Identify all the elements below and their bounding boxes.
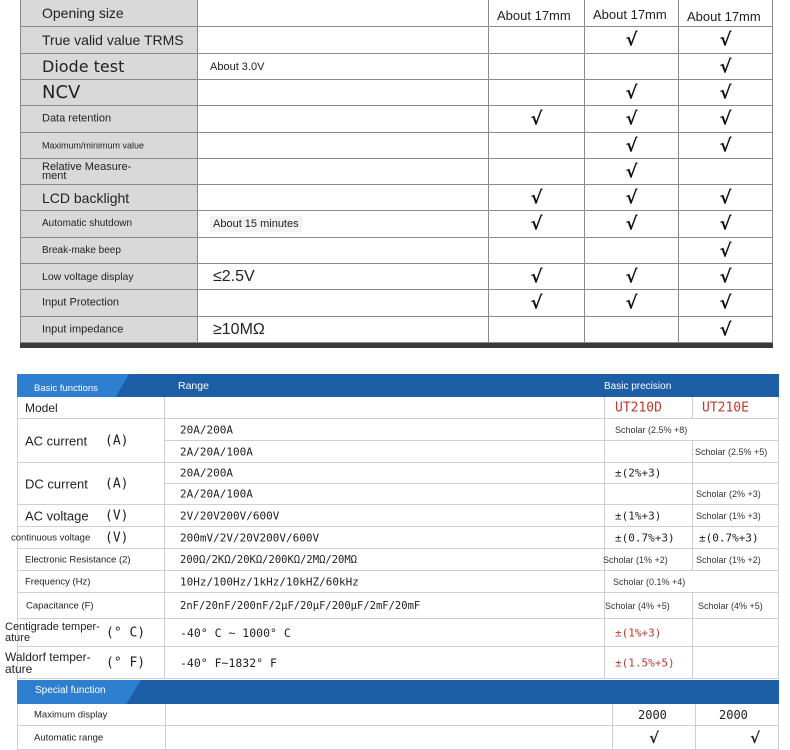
range-value: 2A/20A/100A (180, 445, 253, 458)
check-mark: √ (719, 213, 732, 235)
table-row (20, 133, 773, 159)
precision-value: ±(2%+3) (615, 466, 662, 480)
check-mark: √ (530, 213, 543, 235)
precision-value: ±(1.5%+5) (615, 656, 675, 669)
max-display-d: 2000 (638, 707, 667, 722)
check-mark: √ (719, 56, 732, 77)
basic-functions-header (17, 374, 779, 397)
range-value: 2A/20A/100A (180, 487, 253, 501)
range-value: 2nF/20nF/200nF/2μF/20μF/200μF/2mF/20mF (180, 599, 421, 612)
check-mark: √ (649, 728, 660, 747)
dc-voltage-unit: (V) (105, 530, 129, 545)
basic-functions-title: Basic functions (34, 383, 98, 394)
dc-voltage-label-cell (11, 527, 165, 549)
table-row (20, 290, 773, 317)
table-row (20, 159, 773, 185)
table-row (20, 54, 773, 80)
precision-value: Scholar (1% +2) (696, 554, 761, 565)
fahrenheit-unit: (° F) (106, 655, 146, 670)
fahrenheit-label: Waldorf temper- ature (5, 649, 91, 676)
resistance-label-cell (17, 549, 165, 571)
row-label: Automatic shutdown (42, 218, 133, 229)
fahrenheit-label-cell (5, 647, 165, 679)
ac-voltage-label-cell (17, 505, 165, 527)
range-value: 200mV/2V/20V200V/600V (180, 531, 320, 544)
opening-size-value: About 17mm (497, 8, 571, 23)
check-mark: √ (625, 135, 638, 156)
range-value: 20A/200A (180, 466, 233, 480)
table-bottom-rule (20, 343, 773, 348)
row-label: Low voltage display (42, 270, 134, 283)
resistance-label: Electronic Resistance (2) (25, 554, 131, 565)
ac-current-label-cell (17, 419, 165, 463)
range-value: 20A/200A (180, 423, 233, 436)
ac-voltage-label: AC voltage (25, 508, 89, 523)
range-value: About 3.0V (210, 60, 265, 73)
check-mark: √ (719, 82, 732, 103)
dc-current-unit: (A) (105, 476, 129, 491)
model-d-cell (605, 397, 693, 419)
check-mark: √ (625, 29, 638, 51)
table-row (20, 211, 773, 238)
table-row (20, 264, 773, 290)
check-mark: √ (625, 108, 638, 130)
check-mark: √ (719, 240, 732, 261)
check-mark: √ (719, 29, 732, 51)
row-label: Maximum/minimum value (42, 140, 145, 150)
range-value: ≤2.5V (213, 267, 255, 285)
range-value: ≥10MΩ (213, 320, 265, 338)
special-function-title: Special function (35, 685, 106, 696)
feature-table (20, 0, 773, 346)
model-d: UT210D (615, 400, 662, 415)
precision-header: Basic precision (604, 381, 672, 392)
precision-value: Scholar (1% +3) (696, 510, 761, 521)
auto-range-label-cell (17, 726, 166, 750)
range-header: Range (178, 380, 209, 392)
capacitance-label: Capacitance (F) (26, 600, 94, 611)
check-mark: √ (719, 292, 732, 314)
dc-current-label-cell (17, 463, 165, 505)
check-mark: √ (625, 266, 638, 287)
range-value: 2V/20V200V/600V (180, 509, 280, 522)
ac-current-unit: (A) (105, 433, 129, 448)
dc-current-label: DC current (25, 476, 88, 491)
special-function-header (17, 680, 779, 704)
precision-value: ±(1%+3) (615, 626, 662, 639)
ac-voltage-unit: (V) (105, 508, 129, 523)
check-mark: √ (625, 187, 638, 208)
row-label: Diode test (42, 56, 125, 76)
max-display-label-cell (17, 704, 166, 726)
celsius-label-cell (5, 619, 165, 647)
table-row (20, 0, 773, 27)
table-row (20, 80, 773, 106)
model-label: Model (25, 400, 58, 415)
range-value: -40° F~1832° F (180, 655, 277, 670)
model-label-cell (17, 397, 165, 419)
celsius-unit: (° C) (106, 625, 146, 640)
ac-current-label: AC current (25, 433, 88, 448)
range-value: 10Hz/100Hz/1kHz/10kHZ/60kHz (180, 575, 359, 588)
frequency-label: Frequency (Hz) (25, 576, 91, 587)
spec-table (5, 397, 779, 679)
opening-size-value: About 17mm (593, 7, 667, 22)
row-label: Input Protection (42, 296, 120, 309)
row-label: Break-make beep (42, 244, 121, 256)
auto-range-label: Automatic range (34, 732, 104, 743)
row-label: Input impedance (42, 323, 124, 335)
check-mark: √ (719, 319, 732, 340)
check-mark: √ (625, 292, 638, 314)
range-value: -40° C ~ 1000° C (180, 625, 291, 640)
row-label: Relative Measure- ment (42, 160, 132, 182)
row-label: NCV (42, 81, 81, 103)
precision-value: Scholar (4% +5) (605, 600, 670, 611)
check-mark: √ (719, 266, 732, 287)
row-label: LCD backlight (42, 189, 130, 206)
precision-value: ±(1%+3) (615, 509, 662, 522)
check-mark: √ (530, 266, 543, 287)
table-row (20, 238, 773, 264)
table-row (20, 106, 773, 133)
frequency-label-cell (17, 571, 165, 593)
check-mark: √ (719, 187, 732, 208)
range-value: 200Ω/2KΩ/20KΩ/200KΩ/2MΩ/20MΩ (180, 553, 358, 566)
range-value: About 15 minutes (210, 216, 302, 232)
check-mark: √ (625, 161, 638, 182)
dc-voltage-label: continuous voltage (11, 532, 91, 543)
precision-value: Scholar (2.5% +8) (615, 424, 688, 435)
table-row (20, 27, 773, 54)
precision-value: Scholar (2.5% +5) (695, 446, 768, 457)
table-row (20, 185, 773, 211)
precision-value: ±(0.7%+3) (615, 531, 675, 544)
precision-value: Scholar (1% +2) (603, 554, 668, 565)
check-mark: √ (625, 213, 638, 235)
capacitance-label-cell (17, 593, 165, 619)
check-mark: √ (625, 82, 638, 103)
row-label: True valid value TRMS (42, 32, 184, 48)
celsius-label: Centigrade temper- ature (5, 620, 100, 644)
model-e: UT210E (702, 400, 749, 415)
check-mark: √ (719, 135, 732, 156)
check-mark: √ (530, 108, 543, 130)
model-e-cell (693, 397, 779, 419)
precision-value: Scholar (2% +3) (696, 489, 761, 499)
check-mark: √ (530, 292, 543, 314)
row-label: Data retention (42, 112, 112, 125)
check-mark: √ (530, 187, 543, 208)
max-display-e: 2000 (719, 707, 748, 722)
check-mark: √ (719, 108, 732, 130)
row-label: Opening size (42, 5, 124, 21)
max-display-label: Maximum display (34, 709, 108, 720)
special-table (17, 704, 779, 750)
opening-size-value: About 17mm (687, 9, 761, 24)
check-mark: √ (750, 728, 761, 747)
precision-value: Scholar (0.1% +4) (613, 576, 686, 587)
precision-value: Scholar (4% +5) (698, 600, 763, 611)
table-row (20, 317, 773, 343)
precision-value: ±(0.7%+3) (699, 531, 759, 544)
